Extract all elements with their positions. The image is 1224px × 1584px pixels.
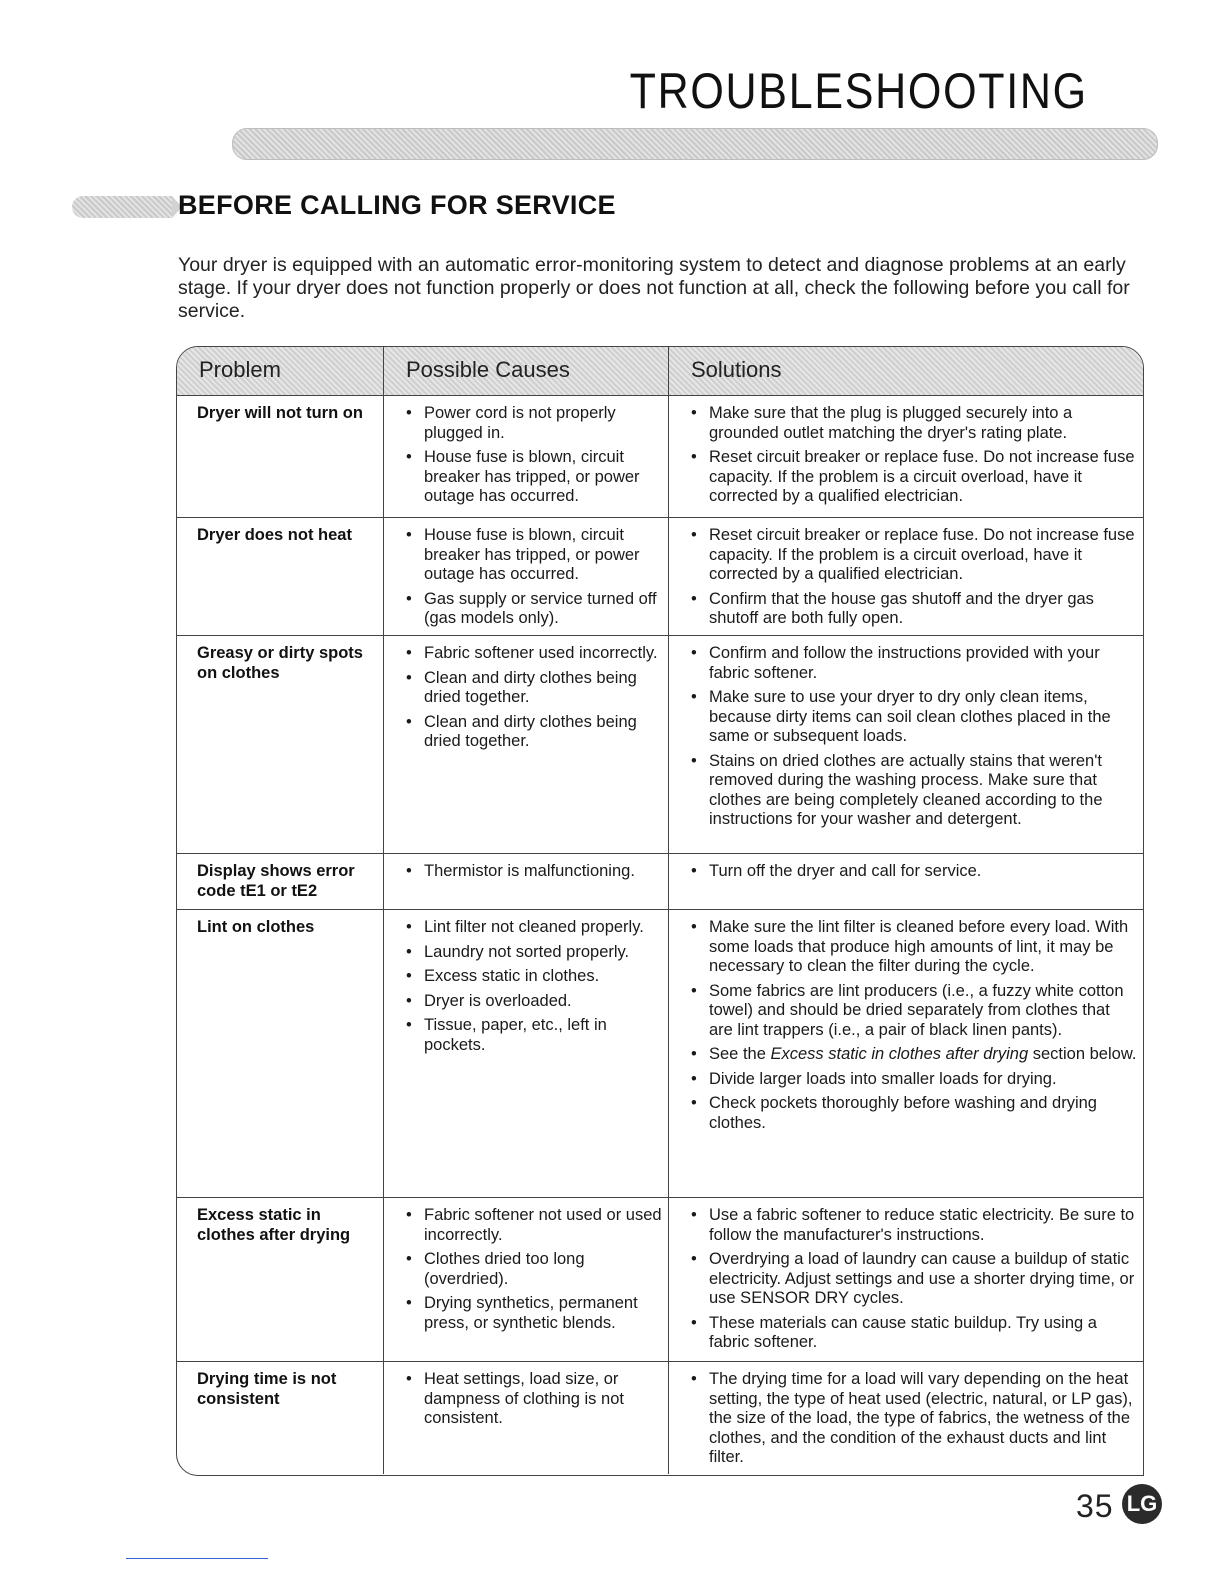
bullet-icon: • bbox=[406, 589, 412, 608]
bullet-icon: • bbox=[406, 1016, 412, 1034]
solution-text: Reset circuit breaker or replace fuse. Do not increase fuse capacity. If the problem is a circuit overload, have it corrected by a qualified electrician. bbox=[709, 526, 1135, 583]
section-heading: BEFORE CALLING FOR SERVICE bbox=[178, 190, 616, 220]
solution-item bbox=[669, 862, 1143, 882]
cause-text: Fabric softener used incorrectly. bbox=[424, 644, 658, 662]
solution-text: Turn off the dryer and call for service. bbox=[709, 862, 982, 880]
solution-text: See the Excess static in clothes after drying section below. bbox=[709, 1045, 1137, 1063]
solution-item bbox=[669, 1045, 1143, 1065]
cause-item bbox=[384, 992, 668, 1012]
bullet-icon: • bbox=[406, 448, 412, 466]
cause-text: Drying synthetics, permanent press, or synthetic blends. bbox=[424, 1294, 638, 1332]
cause-item bbox=[384, 967, 668, 987]
solution-text: Stains on dried clothes are actually stains that weren't removed during the washing process. Make sure that clothes are being completely cleaned according to the instructions for your washer and detergent. bbox=[709, 751, 1103, 828]
cause-text: Clothes dried too long (overdried). bbox=[424, 1250, 585, 1288]
solution-item bbox=[669, 526, 1143, 585]
header-possible-causes: Possible Causes bbox=[384, 347, 669, 395]
bullet-icon: • bbox=[691, 526, 697, 544]
cause-text: Heat settings, load size, or dampness of clothing is not consistent. bbox=[424, 1370, 624, 1427]
solutions-cell bbox=[669, 854, 1143, 909]
cause-item bbox=[384, 918, 668, 938]
problem-text: Dryer does not heat bbox=[197, 526, 352, 544]
bullet-icon: • bbox=[406, 644, 412, 662]
bullet-icon: • bbox=[691, 1250, 697, 1268]
solution-item bbox=[669, 1314, 1143, 1353]
bullet-icon: • bbox=[406, 668, 412, 687]
solution-item bbox=[669, 918, 1143, 977]
bullet-icon: • bbox=[691, 448, 697, 466]
solution-text: Confirm and follow the instructions provided with your fabric softener. bbox=[709, 644, 1100, 682]
solution-item bbox=[669, 982, 1143, 1041]
solution-item bbox=[669, 1206, 1143, 1245]
solutions-cell bbox=[669, 1362, 1143, 1474]
problem-text: Lint on clothes bbox=[197, 918, 315, 936]
cause-item bbox=[384, 943, 668, 963]
bullet-icon: • bbox=[691, 1069, 697, 1088]
cause-text: Power cord is not properly plugged in. bbox=[424, 404, 616, 442]
causes-cell bbox=[384, 854, 669, 909]
section-marker-pill bbox=[72, 196, 172, 218]
causes-cell bbox=[384, 396, 669, 517]
problem-text: Drying time is not consistent bbox=[197, 1370, 337, 1408]
cause-text: Tissue, paper, etc., left in pockets. bbox=[424, 1016, 607, 1054]
solution-item bbox=[669, 1094, 1143, 1133]
solutions-cell bbox=[669, 396, 1143, 517]
cause-text: Laundry not sorted properly. bbox=[424, 942, 630, 961]
solution-item bbox=[669, 404, 1143, 443]
bullet-icon: • bbox=[406, 862, 412, 880]
solution-text: Make sure to use your dryer to dry only clean items, because dirty items can soil clean clothes placed in the same or subsequent loads. bbox=[709, 688, 1111, 745]
bullet-icon: • bbox=[406, 942, 412, 961]
causes-cell bbox=[384, 518, 669, 635]
solution-text: Make sure that the plug is plugged securely into a grounded outlet matching the dryer's rating plate. bbox=[709, 404, 1073, 442]
problem-text: Excess static in clothes after drying bbox=[197, 1206, 351, 1244]
problem-text: Dryer will not turn on bbox=[197, 404, 363, 422]
cause-text: Lint filter not cleaned properly. bbox=[424, 918, 644, 936]
solution-item bbox=[669, 1370, 1143, 1468]
problem-text: Display shows error code tE1 or tE2 bbox=[197, 862, 355, 900]
cause-item bbox=[384, 644, 668, 664]
title-decorative-bar bbox=[232, 128, 1158, 160]
bullet-icon: • bbox=[406, 991, 412, 1010]
causes-cell bbox=[384, 910, 669, 1197]
table-row bbox=[177, 910, 1143, 1198]
solution-text: Overdrying a load of laundry can cause a buildup of static electricity. Adjust settings and use a shorter drying time, or use SENSOR DRY cycles. bbox=[709, 1250, 1135, 1307]
cause-text: House fuse is blown, circuit breaker has tripped, or power outage has occurred. bbox=[424, 448, 640, 505]
cause-item bbox=[384, 669, 668, 708]
solution-item bbox=[669, 448, 1143, 507]
header-solutions: Solutions bbox=[691, 357, 782, 382]
bullet-icon: • bbox=[691, 1094, 697, 1112]
solution-text: Use a fabric softener to reduce static electricity. Be sure to follow the manufacturer's instructions. bbox=[709, 1206, 1135, 1244]
solution-item bbox=[669, 644, 1143, 683]
bullet-icon: • bbox=[691, 1206, 697, 1224]
bullet-icon: • bbox=[691, 1045, 697, 1063]
cause-item bbox=[384, 1250, 668, 1289]
cause-item bbox=[384, 1016, 668, 1055]
cause-text: Thermistor is malfunctioning. bbox=[424, 862, 635, 880]
page-number: 35 bbox=[1076, 1488, 1114, 1524]
table-body bbox=[177, 396, 1143, 1474]
cause-item bbox=[384, 448, 668, 507]
bullet-icon: • bbox=[691, 751, 697, 770]
bullet-icon: • bbox=[406, 1206, 412, 1224]
table-row bbox=[177, 1362, 1143, 1474]
solutions-cell bbox=[669, 518, 1143, 635]
cause-item bbox=[384, 713, 668, 752]
problem-cell bbox=[177, 1362, 384, 1474]
table-row bbox=[177, 1198, 1143, 1362]
bullet-icon: • bbox=[691, 862, 697, 880]
cause-text: Excess static in clothes. bbox=[424, 967, 600, 985]
problem-cell bbox=[177, 396, 384, 517]
bullet-icon: • bbox=[406, 712, 412, 731]
table-row bbox=[177, 396, 1143, 518]
cause-text: Fabric softener not used or used incorrectly. bbox=[424, 1206, 662, 1244]
cause-text: House fuse is blown, circuit breaker has tripped, or power outage has occurred. bbox=[424, 526, 640, 583]
bullet-icon: • bbox=[691, 589, 697, 608]
problem-cell bbox=[177, 636, 384, 853]
solution-item bbox=[669, 1070, 1143, 1090]
solution-text: Confirm that the house gas shutoff and the dryer gas shutoff are both fully open. bbox=[709, 589, 1094, 627]
solution-item bbox=[669, 688, 1143, 747]
causes-cell bbox=[384, 1362, 669, 1474]
cause-item bbox=[384, 526, 668, 585]
cause-text: Dryer is overloaded. bbox=[424, 991, 572, 1010]
table-header bbox=[177, 347, 1143, 396]
bullet-icon: • bbox=[691, 1370, 697, 1388]
troubleshooting-table bbox=[176, 346, 1144, 1476]
bullet-icon: • bbox=[691, 644, 697, 662]
solution-text: Reset circuit breaker or replace fuse. Do not increase fuse capacity. If the problem is a circuit overload, have it corrected by a qualified electrician. bbox=[709, 448, 1135, 505]
causes-cell bbox=[384, 1198, 669, 1361]
problem-cell bbox=[177, 1198, 384, 1361]
cause-item bbox=[384, 404, 668, 443]
solution-item bbox=[669, 1250, 1143, 1309]
solutions-cell bbox=[669, 910, 1143, 1197]
lg-logo-icon: LG bbox=[1122, 1484, 1162, 1524]
cause-item bbox=[384, 1370, 668, 1429]
bullet-icon: • bbox=[406, 526, 412, 544]
solution-item bbox=[669, 590, 1143, 629]
solution-text: Some fabrics are lint producers (i.e., a fuzzy white cotton towel) and should be dried separately from clothes that are lint trappers (i.e., a pair of black linen pants). bbox=[709, 981, 1124, 1039]
solution-text: Make sure the lint filter is cleaned before every load. With some loads that produce high amounts of lint, it may be necessary to clean the filter during the cycle. bbox=[709, 918, 1129, 975]
bullet-icon: • bbox=[406, 1294, 412, 1312]
bullet-icon: • bbox=[691, 918, 697, 936]
table-row bbox=[177, 854, 1143, 910]
bullet-icon: • bbox=[406, 404, 412, 422]
bullet-icon: • bbox=[691, 1313, 697, 1332]
cause-text: Gas supply or service turned off (gas models only). bbox=[424, 589, 657, 627]
bullet-icon: • bbox=[406, 967, 412, 985]
intro-paragraph: Your dryer is equipped with an automatic error-monitoring system to detect and diagnose problems at an early stage. If your dryer does not function properly or does not function at all, check the following before you call for service. bbox=[178, 254, 1130, 322]
cause-item bbox=[384, 1206, 668, 1245]
bullet-icon: • bbox=[691, 404, 697, 422]
problem-cell bbox=[177, 518, 384, 635]
bullet-icon: • bbox=[691, 981, 697, 1000]
solution-text: These materials can cause static buildup. Try using a fabric softener. bbox=[709, 1313, 1097, 1351]
bullet-icon: • bbox=[406, 1250, 412, 1268]
page-title: TROUBLESHOOTING bbox=[629, 63, 1088, 119]
problem-text: Greasy or dirty spots on clothes bbox=[197, 644, 363, 682]
cause-item bbox=[384, 862, 668, 882]
table-row bbox=[177, 518, 1143, 636]
solution-text: Divide larger loads into smaller loads for drying. bbox=[709, 1069, 1057, 1088]
bullet-icon: • bbox=[406, 918, 412, 936]
footer-rule bbox=[126, 1558, 268, 1559]
solutions-cell bbox=[669, 1198, 1143, 1361]
header-problem: Problem bbox=[177, 347, 384, 395]
cause-text: Clean and dirty clothes being dried together. bbox=[424, 668, 637, 706]
cause-item bbox=[384, 1294, 668, 1333]
solution-text: Check pockets thoroughly before washing and drying clothes. bbox=[709, 1094, 1097, 1132]
table-row bbox=[177, 636, 1143, 854]
problem-cell bbox=[177, 854, 384, 909]
solution-text: The drying time for a load will vary depending on the heat setting, the type of heat used (electric, natural, or LP gas), the size of the load, the type of fabrics, the wetness of the clothes, and the condition of the exhaust ducts and lint filter. bbox=[709, 1370, 1133, 1466]
cause-item bbox=[384, 590, 668, 629]
bullet-icon: • bbox=[691, 688, 697, 706]
problem-cell bbox=[177, 910, 384, 1197]
solution-item bbox=[669, 752, 1143, 830]
cause-text: Clean and dirty clothes being dried together. bbox=[424, 712, 637, 750]
causes-cell bbox=[384, 636, 669, 853]
bullet-icon: • bbox=[406, 1370, 412, 1388]
solutions-cell bbox=[669, 636, 1143, 853]
